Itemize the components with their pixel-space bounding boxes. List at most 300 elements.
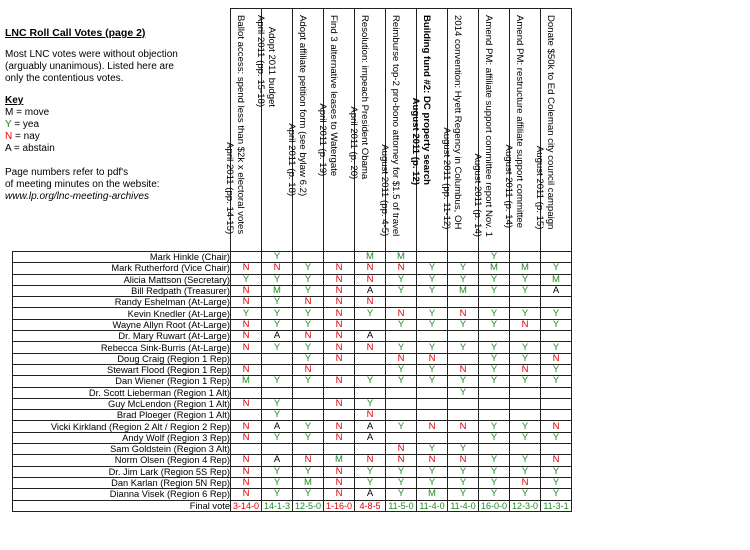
vote-cell: Y	[479, 274, 510, 285]
vote-cell: Y	[510, 285, 541, 296]
vote-cell	[510, 410, 541, 421]
vote-cell: Y	[448, 263, 479, 274]
vote-cell: M	[479, 263, 510, 274]
vote-cell	[541, 252, 572, 263]
table-row	[13, 432, 572, 443]
vote-cell: M	[417, 489, 448, 500]
vote-cell: Y	[386, 285, 417, 296]
vote-cell: N	[231, 263, 262, 274]
column-date: August 2011 (p. 15)	[534, 145, 545, 230]
vote-cell: N	[231, 297, 262, 308]
vote-cell: Y	[293, 421, 324, 432]
vote-cell: Y	[417, 477, 448, 488]
table-row	[13, 297, 572, 308]
vote-cell: Y	[479, 432, 510, 443]
vote-cell: N	[510, 364, 541, 375]
final-vote-row	[13, 500, 572, 511]
vote-cell: M	[510, 263, 541, 274]
vote-cell: Y	[541, 376, 572, 387]
vote-cell	[293, 252, 324, 263]
table-row	[13, 308, 572, 319]
vote-cell: Y	[541, 489, 572, 500]
vote-cell	[231, 353, 262, 364]
vote-cell: Y	[510, 455, 541, 466]
column-header	[534, 9, 572, 252]
table-row	[13, 489, 572, 500]
table-row	[13, 285, 572, 296]
vote-cell: N	[324, 319, 355, 330]
column-title: 2014 convention: Hyett Regency in Columbus, OH	[452, 15, 463, 230]
vote-cell: M	[324, 455, 355, 466]
vote-cell: Y	[448, 376, 479, 387]
vote-cell	[510, 444, 541, 455]
vote-cell: Y	[510, 376, 541, 387]
vote-cell	[541, 331, 572, 342]
vote-cell	[417, 432, 448, 443]
vote-cell: N	[231, 342, 262, 353]
page-title: LNC Roll Call Votes (page 2)	[5, 27, 146, 39]
key-code: M	[5, 107, 14, 118]
member-name: Wayne Allyn Root (At-Large)	[13, 319, 231, 330]
table-row	[13, 331, 572, 342]
vote-cell: N	[231, 319, 262, 330]
pages-line: of meeting minutes on the website:	[5, 179, 160, 190]
vote-cell: N	[417, 455, 448, 466]
vote-cell: N	[231, 455, 262, 466]
vote-cell: N	[541, 421, 572, 432]
final-tally: 14-1-3	[262, 500, 293, 511]
vote-cell	[541, 297, 572, 308]
vote-cell	[448, 353, 479, 364]
vote-cell: A	[541, 285, 572, 296]
vote-cell: N	[324, 274, 355, 285]
table-row	[13, 274, 572, 285]
vote-cell: Y	[386, 489, 417, 500]
table-row	[13, 477, 572, 488]
vote-cell: Y	[541, 477, 572, 488]
member-name: Andy Wolf (Region 3 Rep)	[13, 432, 231, 443]
vote-cell: N	[417, 421, 448, 432]
vote-cell: Y	[355, 477, 386, 488]
table-row	[13, 398, 572, 409]
vote-cell: N	[386, 455, 417, 466]
vote-cell: Y	[293, 308, 324, 319]
vote-cell	[479, 398, 510, 409]
vote-cell: Y	[541, 319, 572, 330]
vote-cell: N	[355, 263, 386, 274]
vote-cell	[510, 331, 541, 342]
vote-cell	[479, 297, 510, 308]
vote-cell: Y	[355, 376, 386, 387]
final-tally: 12-3-0	[510, 500, 541, 511]
final-tally: 4-8-5	[355, 500, 386, 511]
vote-cell: Y	[262, 319, 293, 330]
vote-cell: N	[324, 353, 355, 364]
vote-cell	[417, 331, 448, 342]
table-row	[13, 353, 572, 364]
vote-cell: Y	[355, 466, 386, 477]
vote-cell: N	[262, 263, 293, 274]
vote-cell: Y	[293, 489, 324, 500]
member-name: Mark Rutherford (Vice Chair)	[13, 263, 231, 274]
vote-cell: N	[386, 308, 417, 319]
vote-cell	[324, 387, 355, 398]
column-date: April 2011 (pp. 15-18)	[255, 15, 266, 108]
vote-cell: Y	[541, 342, 572, 353]
vote-cell	[262, 353, 293, 364]
vote-cell: N	[448, 421, 479, 432]
vote-cell: Y	[479, 364, 510, 375]
vote-cell	[293, 410, 324, 421]
vote-cell	[324, 444, 355, 455]
member-name: Dr. Jim Lark (Region 5S Rep)	[13, 466, 231, 477]
member-name: Dr. Mary Ruwart (At-Large)	[13, 331, 231, 342]
intro-line: Most LNC votes were without objection	[5, 49, 178, 60]
vote-cell: N	[510, 319, 541, 330]
vote-cell: Y	[386, 364, 417, 375]
vote-cell	[448, 410, 479, 421]
vote-cell: Y	[510, 274, 541, 285]
header-blank	[13, 9, 231, 252]
member-name: Norm Olsen (Region 4 Rep)	[13, 455, 231, 466]
vote-cell: Y	[417, 274, 448, 285]
vote-cell: N	[324, 398, 355, 409]
final-tally: 11-4-0	[417, 500, 448, 511]
table-row	[13, 466, 572, 477]
vote-cell: A	[355, 432, 386, 443]
vote-cell	[541, 444, 572, 455]
vote-cell: Y	[262, 274, 293, 285]
final-tally: 1-16-0	[324, 500, 355, 511]
vote-cell: Y	[293, 342, 324, 353]
vote-cell: N	[324, 466, 355, 477]
vote-cell: Y	[510, 353, 541, 364]
key-code: Y	[5, 119, 12, 130]
member-name: Dan Karlan (Region 5N Rep)	[13, 477, 231, 488]
member-name: Stewart Flood (Region 1 Rep)	[13, 364, 231, 375]
vote-cell	[510, 387, 541, 398]
member-name: Rebecca Sink-Burris (At-Large)	[13, 342, 231, 353]
vote-cell: N	[324, 432, 355, 443]
vote-cell: Y	[386, 319, 417, 330]
column-date: August 2011 (p. 14)	[472, 153, 483, 237]
vote-cell	[293, 444, 324, 455]
vote-cell: Y	[386, 376, 417, 387]
vote-cell: Y	[479, 376, 510, 387]
column-date: April 2011 (pp. 14-15)	[224, 142, 235, 235]
column-title: Building fund #2: DC property search	[421, 15, 432, 186]
vote-cell: Y	[293, 466, 324, 477]
vote-cell: Y	[510, 308, 541, 319]
vote-cell	[262, 364, 293, 375]
table-row	[13, 376, 572, 387]
vote-cell	[448, 432, 479, 443]
table-row	[13, 421, 572, 432]
vote-cell	[386, 387, 417, 398]
column-date: August 2011 (pp. 4-5)	[379, 144, 390, 237]
column-title: Ballot access: spend less than $2k x electoral votes	[235, 15, 246, 235]
vote-cell: Y	[262, 252, 293, 263]
vote-cell: Y	[417, 364, 448, 375]
vote-cell: N	[231, 477, 262, 488]
vote-cell: Y	[448, 489, 479, 500]
vote-cell	[355, 364, 386, 375]
final-tally: 3-14-0	[231, 500, 262, 511]
vote-cell	[386, 297, 417, 308]
member-name: Dianna Visek (Region 6 Rep)	[13, 489, 231, 500]
column-date: August 2011 (p. 12)	[410, 97, 421, 186]
vote-cell: M	[448, 285, 479, 296]
vote-cell: N	[448, 308, 479, 319]
vote-cell	[448, 398, 479, 409]
vote-cell: Y	[262, 410, 293, 421]
member-name: Dan Wiener (Region 1 Rep)	[13, 376, 231, 387]
vote-cell: Y	[479, 421, 510, 432]
vote-cell: Y	[417, 285, 448, 296]
vote-cell: Y	[293, 376, 324, 387]
vote-cell: Y	[448, 387, 479, 398]
vote-cell: N	[293, 297, 324, 308]
vote-cell: Y	[448, 444, 479, 455]
vote-cell: Y	[541, 263, 572, 274]
vote-cell: N	[293, 364, 324, 375]
vote-cell: Y	[293, 319, 324, 330]
vote-cell	[448, 297, 479, 308]
member-name: Sam Goldstein (Region 3 Alt)	[13, 444, 231, 455]
vote-cell: N	[386, 263, 417, 274]
vote-cell: Y	[262, 477, 293, 488]
member-name: Alicia Mattson (Secretary)	[13, 274, 231, 285]
vote-cell: Y	[541, 432, 572, 443]
vote-cell: N	[231, 421, 262, 432]
vote-cell: Y	[479, 319, 510, 330]
table-row	[13, 410, 572, 421]
vote-cell: A	[262, 421, 293, 432]
vote-cell: N	[324, 342, 355, 353]
table-row	[13, 387, 572, 398]
vote-cell	[355, 444, 386, 455]
vote-cell: N	[324, 421, 355, 432]
member-name: Bill Redpath (Treasurer)	[13, 285, 231, 296]
vote-cell: Y	[262, 342, 293, 353]
vote-cell: Y	[417, 342, 448, 353]
key-code: N	[5, 131, 13, 142]
vote-cell: Y	[479, 455, 510, 466]
member-name: Brad Ploeger (Region 1 Alt)	[13, 410, 231, 421]
vote-cell	[355, 319, 386, 330]
vote-cell: Y	[510, 342, 541, 353]
final-tally: 12-5-0	[293, 500, 324, 511]
archive-link[interactable]: www.lp.org/lnc-meeting-archives	[5, 191, 149, 202]
vote-cell: N	[324, 285, 355, 296]
final-tally: 11-5-0	[386, 500, 417, 511]
vote-cell: N	[324, 489, 355, 500]
vote-cell: Y	[448, 477, 479, 488]
vote-cell: Y	[448, 274, 479, 285]
vote-cell	[231, 444, 262, 455]
vote-cell: Y	[541, 308, 572, 319]
vote-cell: N	[231, 432, 262, 443]
vote-cell	[293, 387, 324, 398]
vote-cell: N	[231, 466, 262, 477]
vote-cell: Y	[417, 376, 448, 387]
key-meaning: = nay	[12, 131, 40, 142]
member-name: Kevin Knedler (At-Large)	[13, 308, 231, 319]
vote-cell: Y	[262, 398, 293, 409]
vote-cell	[541, 387, 572, 398]
column-title: Find 3 alternative leases to Watergate	[328, 15, 339, 177]
table-row	[13, 455, 572, 466]
vote-cell: A	[262, 455, 293, 466]
vote-cell	[417, 297, 448, 308]
vote-cell	[324, 364, 355, 375]
vote-cell	[293, 398, 324, 409]
vote-cell: Y	[510, 466, 541, 477]
column-title: Adopt 2011 budget	[266, 26, 277, 108]
final-tally: 11-4-0	[448, 500, 479, 511]
vote-cell	[417, 387, 448, 398]
vote-cell: Y	[262, 308, 293, 319]
vote-cell: Y	[448, 342, 479, 353]
vote-cell	[448, 331, 479, 342]
member-name: Guy McLendon (Region 1 Alt)	[13, 398, 231, 409]
vote-cell: Y	[479, 489, 510, 500]
header-row	[13, 9, 572, 252]
vote-cell	[448, 252, 479, 263]
vote-cell: N	[510, 477, 541, 488]
vote-cell: Y	[417, 319, 448, 330]
column-title: Reimburse top-2 pro-bono attorney for $1.5 of travel	[390, 15, 401, 237]
table-row	[13, 342, 572, 353]
vote-cell: Y	[479, 252, 510, 263]
vote-cell: Y	[386, 274, 417, 285]
table-row	[13, 319, 572, 330]
vote-cell: M	[293, 477, 324, 488]
vote-cell	[417, 410, 448, 421]
column-title: Amend PM: affiliate support committee report Nov. 1	[483, 15, 494, 237]
vote-cell	[541, 410, 572, 421]
vote-cell	[479, 410, 510, 421]
vote-cell: A	[355, 331, 386, 342]
intro-line: (arguably unanimous). Listed here are	[5, 61, 174, 72]
vote-cell: A	[262, 331, 293, 342]
member-name: Doug Craig (Region 1 Rep)	[13, 353, 231, 364]
vote-cell: Y	[448, 466, 479, 477]
vote-cell	[541, 398, 572, 409]
vote-cell: Y	[262, 297, 293, 308]
vote-cell: Y	[293, 274, 324, 285]
column-date: April 2011 (p. 20)	[348, 106, 359, 180]
vote-cell: M	[262, 285, 293, 296]
vote-cell: N	[355, 410, 386, 421]
key-title: Key	[5, 95, 24, 106]
vote-cell: N	[324, 477, 355, 488]
vote-cell	[231, 387, 262, 398]
column-title: Donate $50k to Ed Coleman city council campaign	[545, 15, 556, 230]
key-meaning: = yea	[11, 119, 40, 130]
vote-cell: N	[386, 444, 417, 455]
member-name: Randy Eshelman (At-Large)	[13, 297, 231, 308]
table-row	[13, 252, 572, 263]
vote-cell: N	[231, 364, 262, 375]
vote-cell: Y	[262, 466, 293, 477]
vote-cell: N	[355, 297, 386, 308]
vote-cell: Y	[417, 466, 448, 477]
column-date: August 2011 (p. 14)	[503, 144, 514, 229]
vote-cell: Y	[262, 376, 293, 387]
key-meaning: = move	[13, 107, 50, 118]
vote-cell: A	[355, 285, 386, 296]
vote-cell: Y	[417, 308, 448, 319]
vote-cell	[324, 252, 355, 263]
intro-line: only the contentious votes.	[5, 73, 124, 84]
vote-cell: N	[448, 364, 479, 375]
vote-cell: Y	[355, 398, 386, 409]
vote-cell: M	[386, 252, 417, 263]
vote-cell: Y	[293, 353, 324, 364]
vote-cell: N	[293, 331, 324, 342]
vote-cell	[510, 398, 541, 409]
vote-cell	[231, 252, 262, 263]
vote-cell	[479, 331, 510, 342]
key-code: A	[5, 143, 12, 154]
key-meaning: = abstain	[11, 143, 55, 154]
vote-cell: M	[355, 252, 386, 263]
column-date: April 2011 (p. 18)	[286, 123, 297, 197]
vote-cell	[262, 444, 293, 455]
column-title: Resolution: impeach President Obama	[359, 15, 370, 180]
vote-cell: N	[417, 353, 448, 364]
vote-cell: Y	[386, 466, 417, 477]
vote-cell: N	[231, 489, 262, 500]
member-name: Mark Hinkle (Chair)	[13, 252, 231, 263]
vote-cell: N	[324, 297, 355, 308]
vote-cell: N	[324, 376, 355, 387]
vote-cell: Y	[479, 477, 510, 488]
vote-cell: Y	[386, 421, 417, 432]
vote-cell	[324, 410, 355, 421]
vote-cell: N	[231, 331, 262, 342]
vote-cell	[479, 387, 510, 398]
vote-cell: N	[355, 274, 386, 285]
vote-cell: Y	[293, 285, 324, 296]
vote-cell: N	[293, 455, 324, 466]
vote-cell: Y	[479, 308, 510, 319]
column-date: April 2011 (p. 19)	[317, 103, 328, 177]
vote-cell: Y	[293, 263, 324, 274]
vote-cell	[355, 387, 386, 398]
member-name: Dr. Scott Lieberman (Region 1 Alt)	[13, 387, 231, 398]
vote-cell: Y	[448, 319, 479, 330]
vote-cell: M	[231, 376, 262, 387]
vote-cell: Y	[231, 308, 262, 319]
vote-cell: Y	[541, 466, 572, 477]
vote-cell: N	[541, 353, 572, 364]
vote-cell	[386, 432, 417, 443]
vote-cell: Y	[231, 274, 262, 285]
vote-cell: Y	[510, 421, 541, 432]
vote-cell: N	[324, 331, 355, 342]
vote-cell: N	[541, 455, 572, 466]
table-row	[13, 263, 572, 274]
vote-cell	[262, 387, 293, 398]
vote-cell: Y	[386, 477, 417, 488]
final-tally: 11-3-1	[541, 500, 572, 511]
column-title: Adopt affiliate petition form (see bylaw 6.2)	[297, 15, 308, 197]
vote-cell: Y	[541, 364, 572, 375]
vote-cell	[417, 252, 448, 263]
table-row	[13, 364, 572, 375]
